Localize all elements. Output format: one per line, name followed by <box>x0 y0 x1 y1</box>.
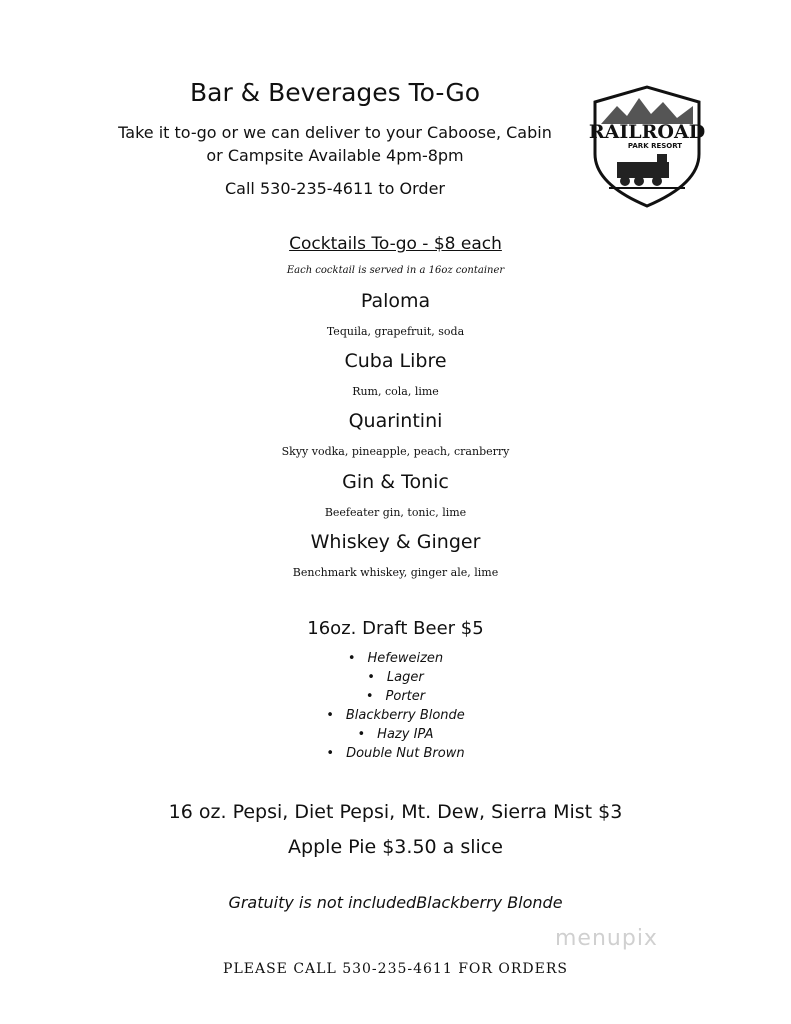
beer-name: Porter <box>385 689 426 704</box>
footer-order-line: PLEASE CALL 530-235-4611 FOR ORDERS <box>223 961 568 977</box>
cocktail-desc: Benchmark whiskey, ginger ale, lime <box>292 566 499 579</box>
gratuity-note: Gratuity is not includedBlackberry Blonde <box>228 893 563 912</box>
draft-beer-heading: 16oz. Draft Beer $5 <box>307 618 484 639</box>
bullet-icon: • <box>347 651 356 666</box>
bullet-icon: • <box>365 689 374 704</box>
list-item <box>0 708 791 727</box>
cocktail-name: Quarintini <box>348 410 443 432</box>
cocktail-desc: Tequila, grapefruit, soda <box>326 325 465 338</box>
delivery-line-2: or Campsite Available 4pm-8pm <box>206 146 464 165</box>
sodas-line: 16 oz. Pepsi, Diet Pepsi, Mt. Dew, Sierra Mist $3 <box>168 801 623 823</box>
bullet-icon: • <box>326 708 334 723</box>
cocktail-desc: Skyy vodka, pineapple, peach, cranberry <box>281 445 510 458</box>
cocktail-name: Whiskey & Ginger <box>310 531 481 553</box>
beer-name: Double Nut Brown <box>346 746 465 761</box>
cocktail-name: Paloma <box>360 290 431 312</box>
cocktails-heading: Cocktails To-go - $8 each <box>289 234 502 254</box>
logo-text-sub: PARK RESORT <box>627 142 683 150</box>
bullet-icon: • <box>326 746 335 761</box>
delivery-line-1: Take it to-go or we can deliver to your Caboose, Cabin <box>118 123 552 142</box>
beer-name: Hefeweizen <box>367 651 444 666</box>
cocktails-note: Each cocktail is served in a 16oz container <box>286 265 505 276</box>
beer-list <box>0 651 791 765</box>
list-item <box>0 727 791 746</box>
bullet-icon: • <box>357 727 366 742</box>
cocktail-desc: Rum, cola, lime <box>352 385 439 398</box>
list-item <box>0 651 791 670</box>
menu-title: Bar & Beverages To-Go <box>189 78 481 107</box>
cocktail-name: Gin & Tonic <box>342 471 449 493</box>
apple-pie-line: Apple Pie $3.50 a slice <box>288 836 503 858</box>
cocktail-name: Cuba Libre <box>344 350 447 372</box>
beer-name: Blackberry Blonde <box>345 708 465 723</box>
railroad-park-resort-logo <box>587 84 707 209</box>
list-item <box>0 689 791 708</box>
beer-name: Lager <box>386 670 424 685</box>
menupix-watermark: menupix <box>555 926 658 951</box>
cocktail-desc: Beefeater gin, tonic, lime <box>324 506 467 519</box>
order-phone-line: Call 530-235-4611 to Order <box>225 179 445 198</box>
list-item <box>0 670 791 689</box>
beer-name: Hazy IPA <box>377 727 434 742</box>
logo-text-main: RAILROAD <box>588 121 706 143</box>
bullet-icon: • <box>367 670 375 685</box>
list-item <box>0 746 791 765</box>
